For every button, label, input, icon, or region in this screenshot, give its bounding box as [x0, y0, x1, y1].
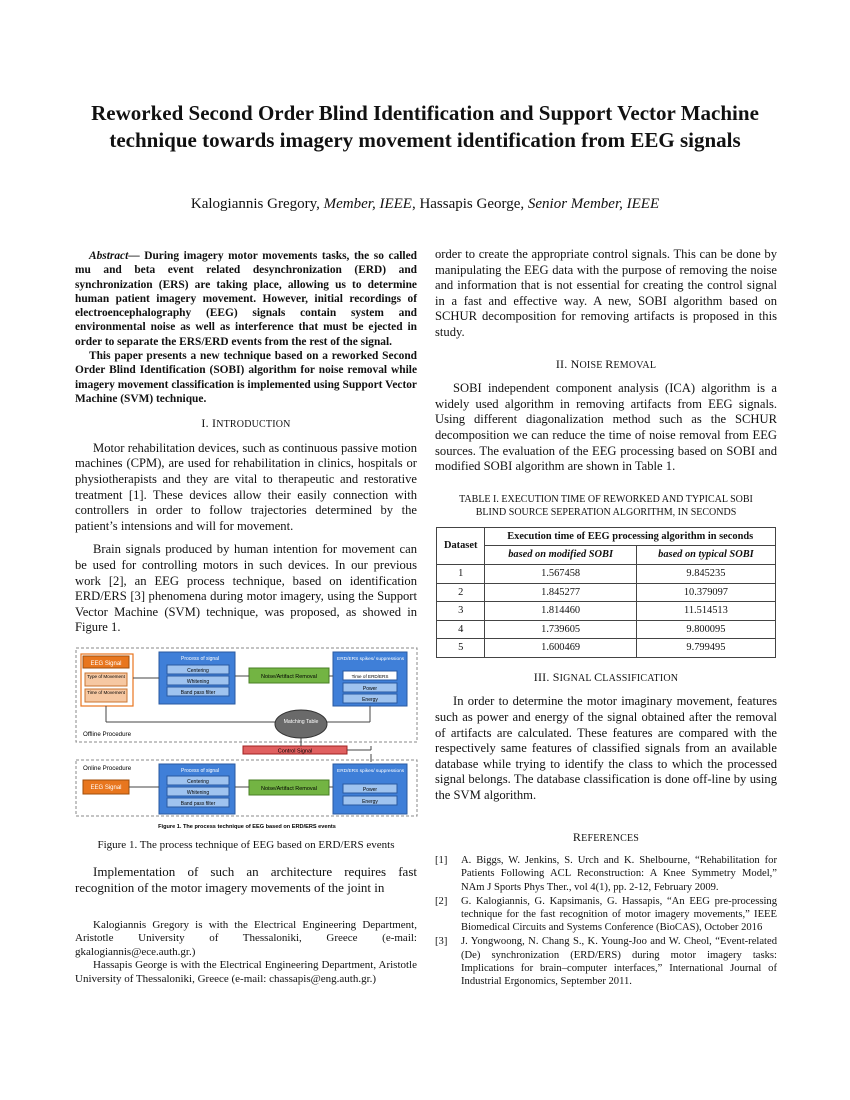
svg-text:ERD/ERS spikes/ suppressions: ERD/ERS spikes/ suppressions — [337, 768, 405, 774]
table-row: 2 1.845277 10.379097 — [437, 583, 776, 602]
reference-item: [3] J. Yongwoong, N. Chang S., K. Young-Joo and W. Cheol, “Event-related (De) synchronization (ERD/ERS) during motor imagery tasks: Implications for brain–computer interfaces,” International Journal of Industrial Ergonomics, September 2011. — [435, 936, 777, 988]
author-2-role: Senior Member, IEEE — [527, 196, 660, 212]
header-typical-sobi: based on typical SOBI — [636, 546, 775, 565]
table-caption — [435, 493, 777, 519]
execution-time-table — [436, 527, 776, 658]
intro-paragraph-3: Implementation of such an architecture requires fast recognition of the motor imagery movements of the joint in — [75, 863, 417, 896]
svg-text:Process of signal: Process of signal — [181, 767, 220, 774]
figure-inner-caption: Figure 1. The process technique of EEG based on ERD/ERS events — [158, 823, 336, 830]
abstract-label: Abstract — [89, 250, 129, 262]
process-diagram — [75, 646, 420, 832]
header-execution-time: Execution time of EEG processing algorithm in seconds — [485, 527, 776, 546]
svg-text:Whitening: Whitening — [186, 678, 210, 685]
offline-label: Offline Procedure — [83, 730, 132, 738]
author-line — [60, 196, 790, 213]
noise-removal-paragraph: SOBI independent component analysis (ICA) algorithm is a widely used algorithm in removing artifacts from EEG signals. Using different diagonalization method such as the SCHUR decomposition we can reduce the time of noise removal from EEG sources. The evaluation of the EEG processing based on SOBI and modified SOBI algorithm are shown in Table 1. — [435, 381, 777, 474]
time-movement-label: Time of Movement — [87, 689, 125, 695]
svg-text:Centering: Centering — [187, 667, 209, 674]
right-column — [435, 247, 777, 989]
svg-text:EEG Signal: EEG Signal — [90, 784, 122, 791]
type-movement-label: Type of Movement — [87, 673, 125, 679]
reference-item: [2] G. Kalogiannis, G. Kapsimanis, G. Hassapis, “An EEG pre-processing technique for the fast recognition of motor imagery movements,” IEEE Biomedical Circuits and Systems Conference (BioCAS), October 2016 — [435, 895, 777, 934]
abstract-paragraph-2: This paper presents a new technique based on a reworked Second Order Blind Identification (SOBI) algorithm for noise removal while imagery movement classification is implemented using Support Vector Machine (SVM) technique. — [75, 350, 417, 405]
right-paragraph-continued: order to create the appropriate control signals. This can be done by manipulating the EEG data with the purpose of removing the noise and information that is not essential for creating the control signal in a fast and effective way. A new, SOBI algorithm based on SCHUR decomposition for removing artifacts is proposed in this study. — [435, 247, 777, 339]
table-caption-line-1: TABLE I. EXECUTION TIME OF REWORKED AND TYPICAL SOBI — [459, 493, 753, 505]
author-2-name: , Hassapis George, — [411, 196, 525, 212]
svg-text:Matching Table: Matching Table — [283, 718, 319, 725]
svg-text:Power: Power — [362, 786, 378, 793]
svg-text:Band pass filter: Band pass filter — [180, 800, 216, 807]
section-heading-noise-removal: II. NOISE REMOVAL — [555, 356, 657, 371]
figure-1-caption: Figure 1. The process technique of EEG based on ERD/ERS events — [97, 838, 395, 851]
reference-list — [435, 854, 777, 988]
svg-text:Noise/Artifact Removal: Noise/Artifact Removal — [261, 785, 317, 792]
svg-text:Energy: Energy — [362, 696, 378, 703]
svg-text:Power: Power — [362, 685, 378, 692]
svg-text:Process of signal: Process of signal — [181, 655, 220, 662]
abstract-text-1: During imagery motor movements tasks, the so called mu and beta event related desynchronization (ERD) and synchronization (ERS) are taking place, allowing us to determine human patient imagery movement. However, initial recordings of electroencephalography (EEG) signals contain system and environmental noise as well as interference that must be ejected in order to separate the ERS/ERD events from the rest of the signal. — [75, 250, 417, 348]
abstract-dash: — — [128, 250, 145, 262]
svg-text:Band pass filter: Band pass filter — [180, 689, 216, 696]
author-1-role: Member, IEEE — [323, 196, 412, 212]
author-1-name: Kalogiannis Gregory, — [190, 196, 320, 212]
abstract-paragraph-1 — [75, 249, 417, 349]
footnote-1: Kalogiannis Gregory is with the Electrical Engineering Department, Aristotle University of Thessaloniki, Greece (e-mail: gkalogiannis@ece.auth.gr.) — [75, 918, 417, 958]
table-row: 3 1.814460 11.514513 — [437, 602, 776, 621]
svg-text:Time of ERD/ERS: Time of ERD/ERS — [351, 673, 389, 679]
svg-text:ERD/ERS spikes/ suppressions: ERD/ERS spikes/ suppressions — [337, 656, 405, 662]
section-heading-references: REFERENCES — [572, 829, 640, 844]
intro-paragraph-2: Brain signals produced by human intention for movement can be used for controlling motors in such devices. In our previous work [2], an EEG process technique, based on identification ERD/ERS [3] phenomena during motor imagery, using the Support Vector Machine (SVM) technique, was proposed, as showed in Figure 1. — [75, 542, 417, 635]
table-row: 5 1.600469 9.799495 — [437, 639, 776, 658]
paper-title: Reworked Second Order Blind Identification and Support Vector Machine technique towards imagery movement identification from EEG signals — [91, 101, 759, 152]
svg-text:EEG Signal: EEG Signal — [90, 660, 122, 667]
header-dataset: Dataset — [437, 527, 485, 564]
section-heading-introduction: I. INTRODUCTION — [201, 416, 291, 431]
svg-text:Control Signal: Control Signal — [277, 748, 313, 755]
svg-text:Centering: Centering — [187, 778, 209, 785]
table-row: 4 1.739605 9.800095 — [437, 620, 776, 639]
intro-paragraph-1: Motor rehabilitation devices, such as continuous passive motion machines (CPM), are used for rehabilitation in clinics, hospitals or physiotherapists and they are vital to therapeutic and restorative treatment [1]. These devices allow their easily connection with controllers in order to follow trajectories determined by the patient’s intensions and will for movement. — [75, 440, 417, 533]
figure-1 — [75, 646, 417, 832]
svg-text:Energy: Energy — [362, 798, 378, 805]
reference-item: [1] A. Biggs, W. Jenkins, S. Urch and K. Shelbourne, “Rehabilitation for Patients Following ACL Reconstruction: A Knee Symmetry Model,” NAm J Sports Phys Ther., vol 4(1), pp. 2-12, February 2009. — [435, 855, 777, 893]
table-caption-line-2: BLIND SOURCE SEPERATION ALGORITHM, IN SECONDS — [475, 506, 737, 518]
footnote-2: Hassapis George is with the Electrical Engineering Department, Aristotle University of Thessaloniki, Greece (e-mail: chassapis@eng.auth.gr.) — [75, 959, 417, 985]
signal-classification-paragraph: In order to determine the motor imaginary movement, features such as power and energy of the signal obtained after the removal of artifacts are calculated. These features are compared with the respectively same features of classified signals from an available database while trying to identify the class to which the processed signal belongs. The database classification is done off-line by using the SVM algorithm. — [435, 694, 777, 803]
svg-text:Whitening: Whitening — [186, 789, 210, 796]
footnote — [75, 919, 417, 987]
left-column — [75, 249, 417, 987]
online-label: Online Procedure — [83, 764, 132, 772]
section-heading-signal-classification: III. SIGNAL CLASSIFICATION — [533, 669, 679, 684]
table-row: 1 1.567458 9.845235 — [437, 564, 776, 583]
svg-text:Noise/Artifact Removal: Noise/Artifact Removal — [261, 673, 317, 680]
header-modified-sobi: based on modified SOBI — [485, 546, 636, 565]
